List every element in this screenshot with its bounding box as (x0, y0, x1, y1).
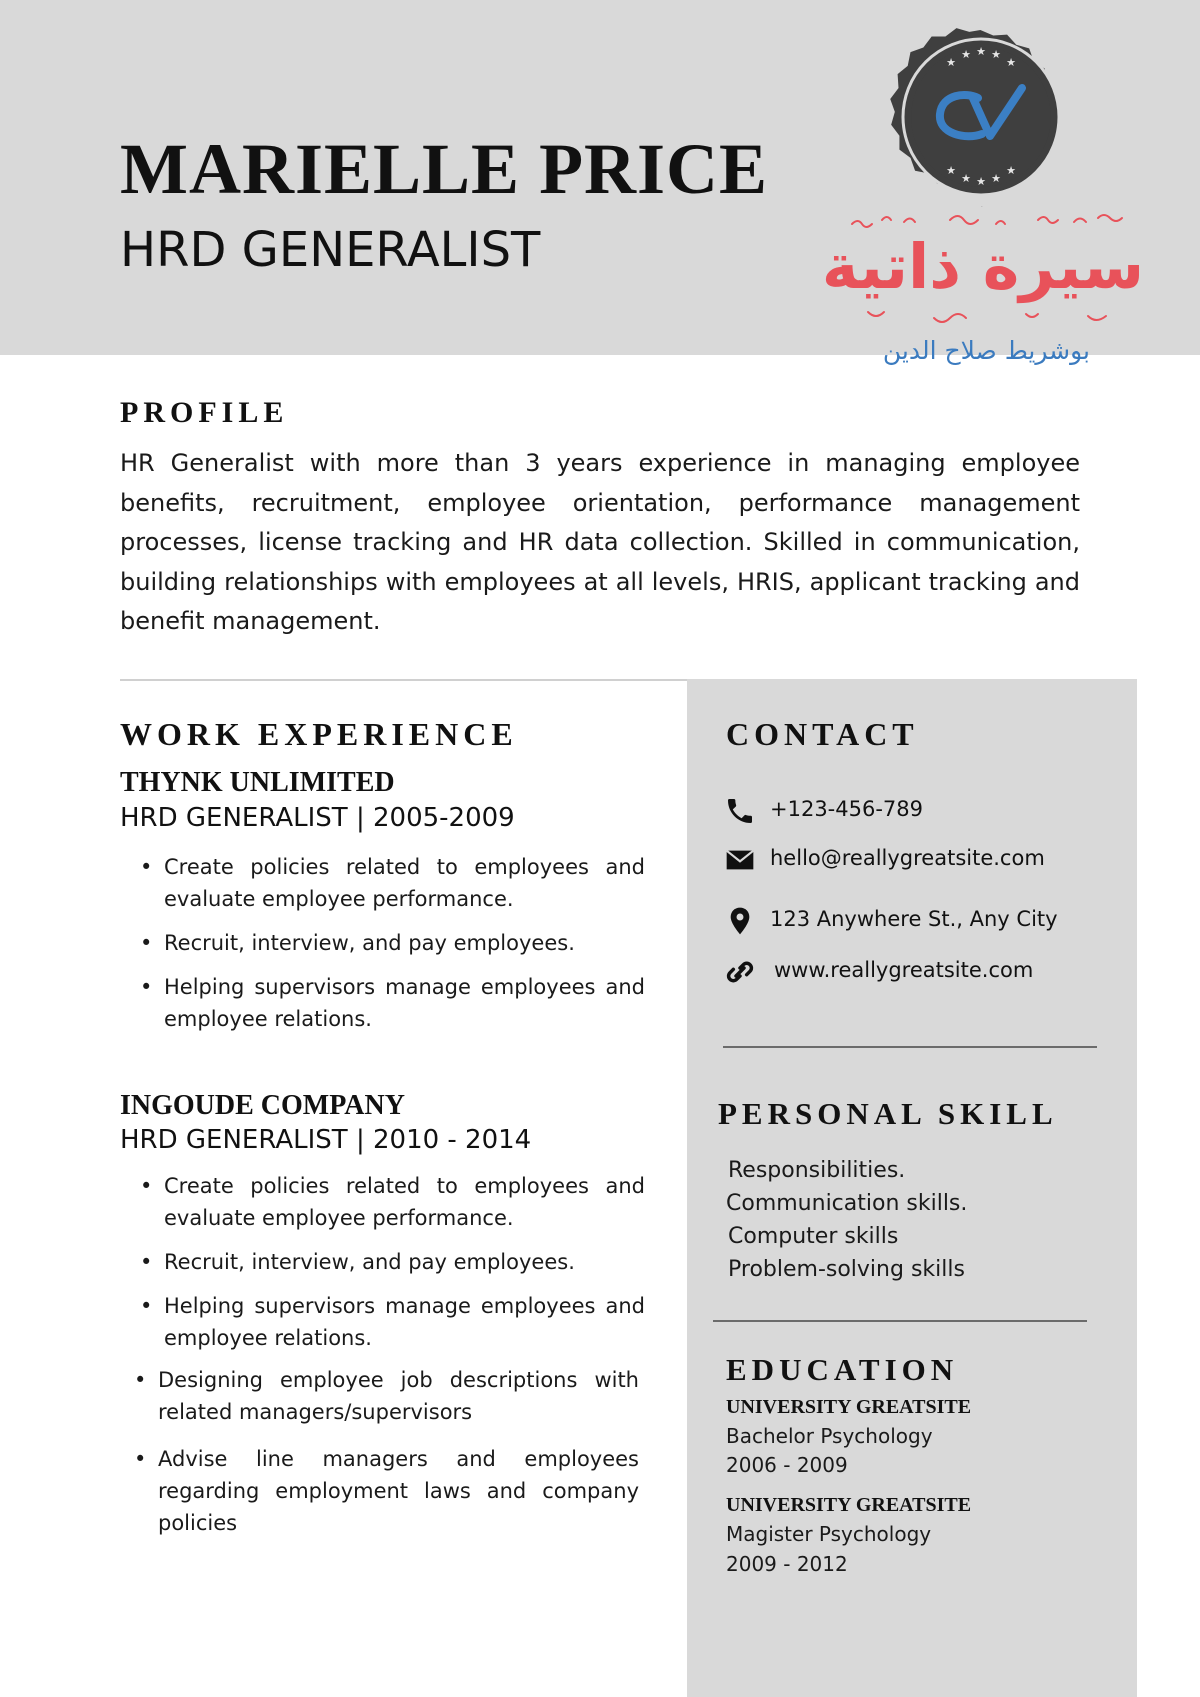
cv-logo-badge (886, 22, 1076, 212)
education-years: 2009 - 2012 (726, 1552, 848, 1576)
street-address: 123 Anywhere St., Any City (770, 907, 1058, 931)
candidate-role: HRD GENERALIST (120, 222, 541, 278)
sidebar-divider (723, 1046, 1097, 1048)
duty-item: • Helping supervisors manage employees and employee relations. (140, 971, 645, 1035)
job-position: HRD GENERALIST | 2005-2009 (120, 803, 515, 833)
svg-text:★: ★ (961, 48, 971, 61)
job-duties-list (140, 851, 645, 1035)
education-school: UNIVERSITY GREATSITE (726, 1396, 972, 1418)
skill-item: Communication skills. (726, 1191, 968, 1216)
skill-item: Problem-solving skills (728, 1257, 965, 1282)
svg-text:★: ★ (1006, 56, 1016, 69)
skills-list (728, 1154, 967, 1286)
skill-item: Responsibilities. (728, 1158, 906, 1183)
email-address[interactable]: hello@reallygreatsite.com (770, 846, 1045, 870)
svg-text:★: ★ (976, 45, 986, 58)
contact-heading: CONTACT (726, 716, 919, 752)
job-position: HRD GENERALIST | 2010 - 2014 (120, 1125, 532, 1155)
svg-text:★: ★ (961, 172, 971, 185)
contact-email (724, 840, 1114, 880)
svg-text:★: ★ (946, 56, 956, 69)
phone-number[interactable]: +123-456-789 (770, 797, 923, 821)
svg-text:★: ★ (991, 48, 1001, 61)
profile-heading: PROFILE (120, 396, 289, 429)
phone-icon (724, 795, 756, 827)
education-school: UNIVERSITY GREATSITE (726, 1494, 972, 1516)
skill-item: Computer skills (728, 1224, 899, 1249)
monogram-text: CV (981, 207, 983, 208)
svg-text:★: ★ (1006, 164, 1016, 177)
duty-item: • Advise line managers and employees regarding employment laws and company policies (134, 1443, 639, 1539)
personal-skill-heading: PERSONAL SKILL (718, 1096, 1058, 1131)
section-divider (120, 679, 687, 681)
job-company: THYNK UNLIMITED (120, 767, 395, 798)
education-heading: EDUCATION (726, 1352, 959, 1387)
job-company: INGOUDE COMPANY (120, 1090, 405, 1121)
link-icon (724, 956, 756, 988)
svg-text:★: ★ (946, 164, 956, 177)
svg-text:★: ★ (991, 172, 1001, 185)
candidate-name: MARIELLE PRICE (120, 129, 769, 209)
contact-phone (724, 791, 1114, 831)
duty-item: • Create policies related to employees and evaluate employee performance. (140, 851, 645, 915)
arabic-title-logo (821, 208, 1145, 338)
website-url[interactable]: www.reallygreatsite.com (774, 958, 1034, 982)
duty-item: • Create policies related to employees and evaluate employee performance. (140, 1170, 645, 1234)
arabic-author-name: بوشريط صلاح الدين (882, 336, 1090, 365)
duty-item: • Recruit, interview, and pay employees. (140, 1246, 645, 1278)
duty-item: • Designing employee job descriptions with related managers/supervisors (134, 1364, 639, 1428)
job-duties-list-extra (134, 1364, 639, 1539)
duty-item: • Recruit, interview, and pay employees. (140, 927, 645, 959)
mail-icon (724, 844, 756, 876)
location-pin-icon (724, 905, 756, 937)
education-degree: Bachelor Psychology (726, 1424, 933, 1448)
work-experience-heading: WORK EXPERIENCE (120, 716, 518, 752)
profile-summary: HR Generalist with more than 3 years experience in managing employee benefits, recruitment, employee orientation, performance management processes, license tracking and HR data collection. Skilled in communication, building relationships with employees at all levels, HRIS, applicant tracking and benefit management. (120, 449, 1080, 635)
duty-item: • Helping supervisors manage employees and employee relations. (140, 1290, 645, 1354)
job-duties-list (140, 1170, 645, 1354)
arabic-title-text: سيرة ذاتية (821, 230, 1145, 303)
contact-website (724, 952, 1114, 992)
svg-text:★: ★ (976, 175, 986, 188)
education-degree: Magister Psychology (726, 1522, 932, 1546)
contact-address (724, 901, 1114, 941)
sidebar-divider (713, 1320, 1087, 1322)
education-years: 2006 - 2009 (726, 1453, 848, 1477)
